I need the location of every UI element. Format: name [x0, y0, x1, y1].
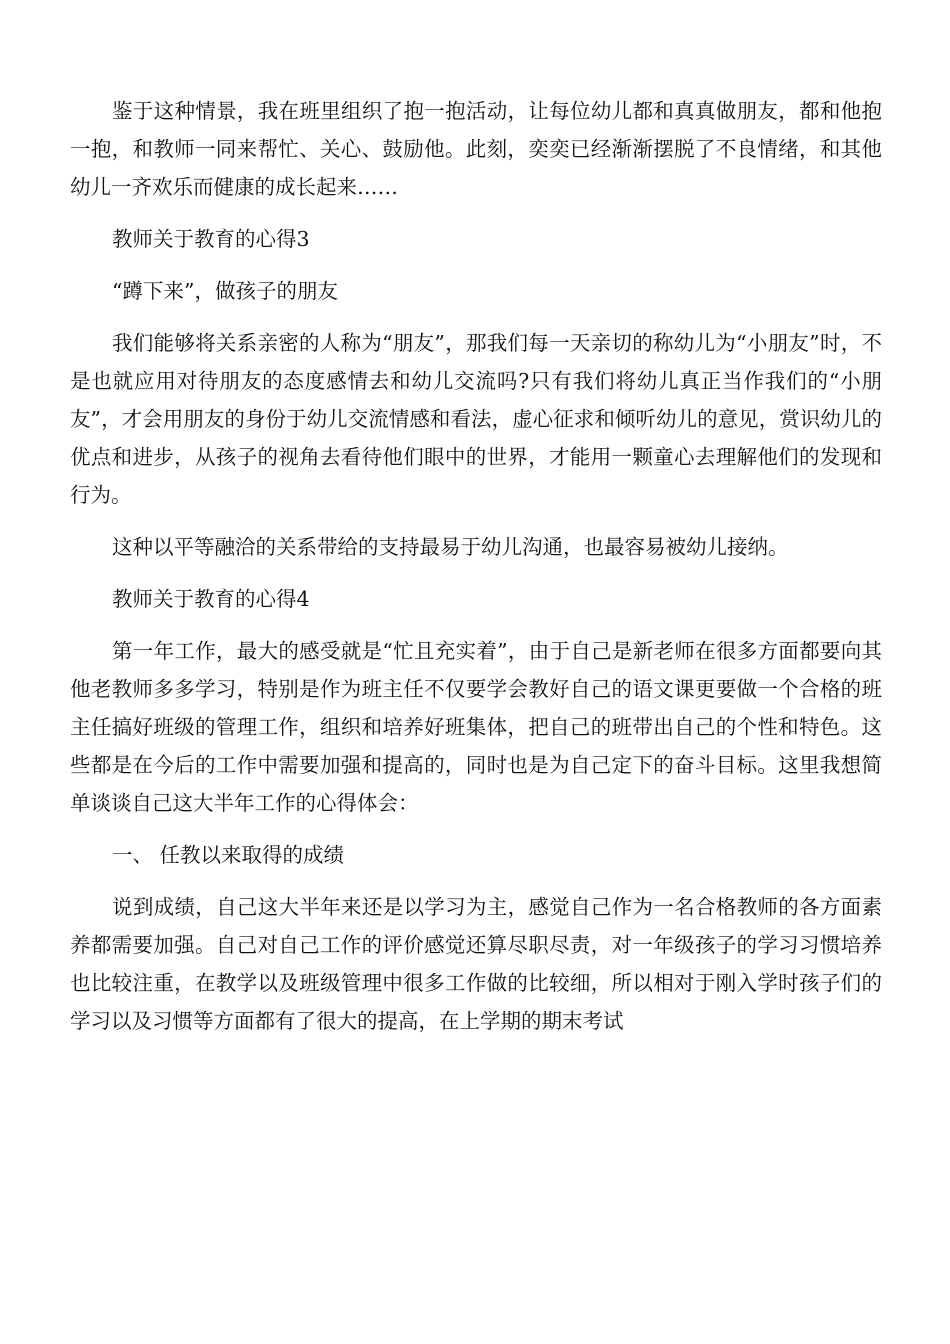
body-paragraph-2: 我们能够将关系亲密的人称为“朋友”，那我们每一天亲切的称幼儿为“小朋友”时，不是也就应用对待朋友的态度感情去和幼儿交流吗?只有我们将幼儿真正当作我们的“小朋友”，才会用朋友的身份于幼儿交流情感和看法，虚心征求和倾听幼儿的意见，赏识幼儿的优点和进步，从孩子的视角去看待他们眼中的世界，才能用一颗童心去理解他们的发现和行为。	[70, 331, 882, 507]
list-heading-1: 一、 任教以来取得的成绩	[112, 843, 345, 867]
subheading-friends: “蹲下来”，做孩子的朋友	[112, 279, 338, 303]
section-heading-3: 教师关于教育的心得3	[112, 227, 310, 251]
body-paragraph-1: 鉴于这种情景，我在班里组织了抱一抱活动，让每位幼儿都和真真做朋友，都和他抱一抱，和教师一同来帮忙、关心、鼓励他。此刻，奕奕已经渐渐摆脱了不良情绪，和其他幼儿一齐欢乐而健康的成长起来……	[70, 99, 882, 199]
section-heading-4: 教师关于教育的心得4	[112, 587, 310, 611]
document-page	[70, 92, 882, 1040]
body-paragraph-3: 这种以平等融洽的关系带给的支持最易于幼儿沟通，也最容易被幼儿接纳。	[112, 535, 789, 559]
body-paragraph-5: 说到成绩，自己这大半年来还是以学习为主，感觉自己作为一名合格教师的各方面素养都需要加强。自己对自己工作的评价感觉还算尽职尽责，对一年级孩子的学习习惯培养也比较注重，在教学以及班级管理中很多工作做的比较细，所以相对于刚入学时孩子们的学习以及习惯等方面都有了很大的提高，在上学期的期末考试	[70, 895, 882, 1033]
body-paragraph-4: 第一年工作，最大的感受就是“忙且充实着”，由于自己是新老师在很多方面都要向其他老教师多多学习，特别是作为班主任不仅要学会教好自己的语文课更要做一个合格的班主任搞好班级的管理工作，组织和培养好班集体，把自己的班带出自己的个性和特色。这些都是在今后的工作中需要加强和提高的，同时也是为自己定下的奋斗目标。这里我想简单谈谈自己这大半年工作的心得体会：	[70, 639, 882, 815]
